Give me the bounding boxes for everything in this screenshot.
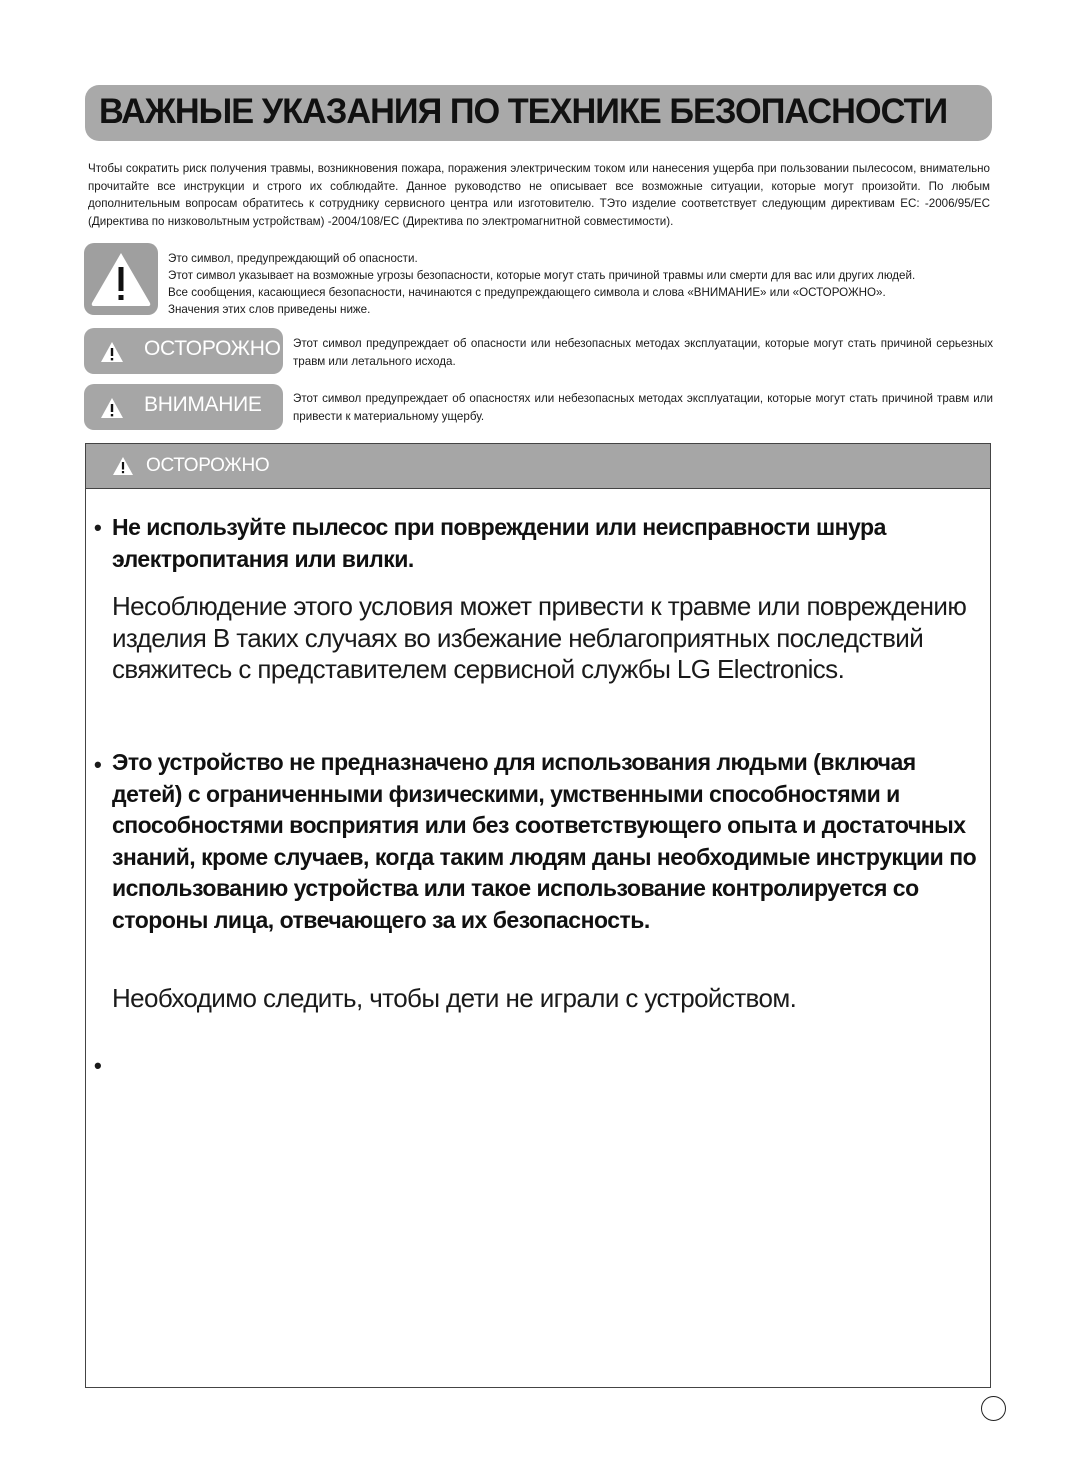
caution-badge <box>84 328 283 374</box>
symbol-line: Это символ, предупреждающий об опасности. <box>168 252 418 265</box>
warning-triangle-icon <box>84 243 158 315</box>
attention-badge-label: ВНИМАНИЕ <box>144 393 262 416</box>
warning-symbol-box <box>84 243 158 315</box>
symbol-line: Все сообщения, касающиеся безопасности, начинаются с предупреждающего символа и слова «ВНИМАНИЕ» или «ОСТОРОЖНО». <box>168 286 886 299</box>
symbol-explanation <box>168 250 998 318</box>
caution-section-heading: ОСТОРОЖНО <box>146 455 270 476</box>
page-title: ВАЖНЫЕ УКАЗАНИЯ ПО ТЕХНИКЕ БЕЗОПАСНОСТИ <box>99 92 948 131</box>
bullet-marker: • <box>94 515 102 540</box>
warning-triangle-icon <box>112 456 134 476</box>
symbol-line: Значения этих слов приведены ниже. <box>168 303 371 316</box>
caution-description: Этот символ предупреждает об опасности или небезопасных методах эксплуатации, которые могут стать причиной серьезных травм или летального исхода. <box>293 337 993 368</box>
caution-item-title: Это устройство не предназначено для использования людьми (включая детей) с ограниченными физическими, умственными способностями и способностями восприятия или без соответствующего опыта и достаточных знаний, кроме случаев, когда таким людям даны необходимые инструкции по использованию устройства или такое использование контролируется со стороны лица, отвечающего за их безопасность. <box>112 749 977 933</box>
caution-item-text: Несоблюдение этого условия может привести к травме или повреждению изделия В таких случаях во избежание неблагоприятных последствий свяжитесь с представителем сервисной службы LG Electronics. <box>112 591 967 684</box>
attention-badge <box>84 384 283 430</box>
intro-paragraph: Чтобы сократить риск получения травмы, возникновения пожара, поражения электрическим током или нанесения ущерба при пользовании пылесосом, внимательно прочитайте все инструкции и строго их соблюдайте. Данное руководство не описывает все возможные ситуации, которые могут произойти. По любым дополнительным вопросам обратитесь к сотруднику сервисного центра или изготовителю. TЭто изделие соответствует следующим директивам ЕС: -2006/95/EC (Директива по низковольтным устройствам) -2004/108/EC (Директива по электромагнитной совместимости). <box>88 162 990 228</box>
page-number-circle <box>981 1396 1006 1421</box>
bullet-marker: • <box>94 752 102 777</box>
caution-section-header <box>86 444 990 489</box>
caution-item-title: Не используйте пылесос при повреждении или неисправности шнура электропитания или вилки. <box>112 514 886 572</box>
attention-description: Этот символ предупреждает об опасностях или небезопасных методах эксплуатации, которые могут стать причиной травм или привести к материальному ущербу. <box>293 392 993 423</box>
caution-badge-label: ОСТОРОЖНО <box>144 337 281 360</box>
warning-triangle-icon <box>100 397 124 419</box>
symbol-line: Этот символ указывает на возможные угрозы безопасности, которые могут стать причиной травмы или смерти для вас или других людей. <box>168 269 916 282</box>
warning-triangle-icon <box>100 341 124 363</box>
bullet-marker: • <box>94 1053 102 1078</box>
caution-item-text: Необходимо следить, чтобы дети не играли с устройством. <box>112 983 797 1013</box>
title-bar <box>85 85 992 141</box>
